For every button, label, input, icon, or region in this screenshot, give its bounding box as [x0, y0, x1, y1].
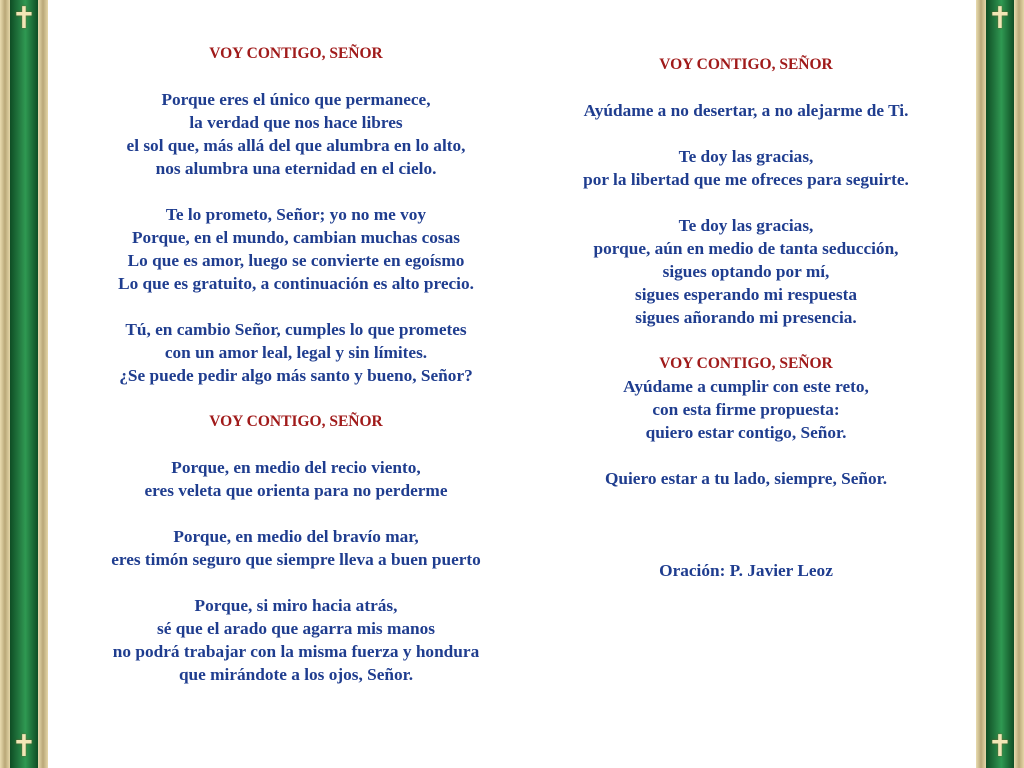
cross-icon: ✝ — [11, 729, 37, 764]
right-poem-column — [538, 53, 954, 582]
poem-line: sé que el arado que agarra mis manos — [157, 619, 435, 638]
poem-line: con un amor leal, legal y sin límites. — [164, 343, 428, 362]
poem-line: Te doy las gracias, — [678, 216, 814, 235]
poem-heading: VOY CONTIGO, SEÑOR — [209, 413, 383, 430]
poem-line: Lo que es amor, luego se convierte en egoísmo — [127, 251, 465, 270]
poem-line: quiero estar contigo, Señor. — [645, 423, 847, 442]
poem-line: sigues añorando mi presencia. — [635, 308, 857, 327]
poem-line: el sol que, más allá del que alumbra en lo alto, — [126, 136, 466, 155]
right-border — [976, 0, 1024, 768]
poem-heading: VOY CONTIGO, SEÑOR — [659, 355, 833, 372]
poem-line: Lo que es gratuito, a continuación es alto precio. — [118, 274, 474, 293]
poem-line: la verdad que nos hace libres — [189, 113, 403, 132]
left-border — [0, 0, 48, 768]
poem-heading: VOY CONTIGO, SEÑOR — [209, 45, 383, 62]
poem-line: eres timón seguro que siempre lleva a buen puerto — [111, 550, 481, 569]
poem-line: Porque, en medio del recio viento, — [171, 458, 421, 477]
poem-line: Tú, en cambio Señor, cumples lo que prometes — [125, 320, 467, 339]
poem-line: nos alumbra una eternidad en el cielo. — [155, 159, 437, 178]
poem-line: Ayúdame a cumplir con este reto, — [623, 377, 869, 396]
poem-line: Porque, si miro hacia atrás, — [194, 596, 398, 615]
poem-line: eres veleta que orienta para no perderme — [144, 481, 448, 500]
poem-line: Te doy las gracias, — [678, 147, 814, 166]
poem-line: ¿Se puede pedir algo más santo y bueno, Señor? — [119, 366, 473, 385]
poem-line: Te lo prometo, Señor; yo no me voy — [165, 205, 427, 224]
poem-line: no podrá trabajar con la misma fuerza y hondura — [112, 642, 480, 661]
poem-line: Porque, en el mundo, cambian muchas cosas — [131, 228, 461, 247]
poem-line: Porque, en medio del bravío mar, — [173, 527, 419, 546]
cross-icon: ✝ — [11, 1, 37, 36]
left-poem-column — [70, 42, 522, 686]
poem-line: por la libertad que me ofreces para seguirte. — [583, 170, 909, 189]
poem-line: sigues optando por mí, — [662, 262, 830, 281]
poem-line: Porque eres el único que permanece, — [161, 90, 431, 109]
poem-line: con esta firme propuesta: — [652, 400, 840, 419]
poem-line: que mirándote a los ojos, Señor. — [178, 665, 414, 684]
poem-line: sigues esperando mi respuesta — [635, 285, 857, 304]
poem-line: porque, aún en medio de tanta seducción, — [593, 239, 899, 258]
cross-icon: ✝ — [987, 1, 1013, 36]
cross-icon: ✝ — [987, 729, 1013, 764]
poem-heading: VOY CONTIGO, SEÑOR — [659, 56, 833, 73]
prayer-credit: Oración: P. Javier Leoz — [659, 561, 833, 580]
poem-line: Quiero estar a tu lado, siempre, Señor. — [604, 469, 888, 488]
poem-line: Ayúdame a no desertar, a no alejarme de Ti. — [583, 101, 909, 120]
